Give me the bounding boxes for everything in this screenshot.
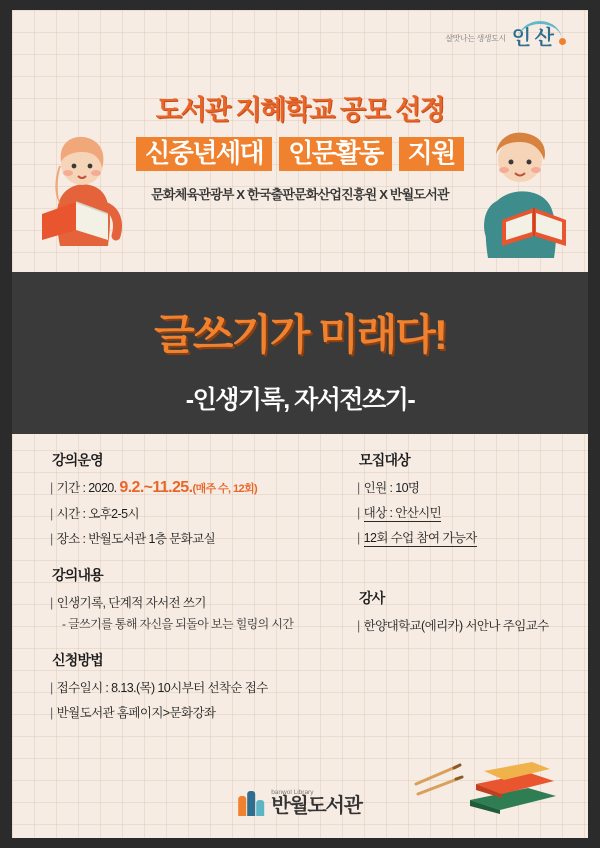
bullet-bar: | xyxy=(357,481,360,495)
city-brand-logo xyxy=(445,28,566,48)
section-content-title: 강의내용 xyxy=(50,565,105,586)
operation-place-row: | 장소 : 반월도서관 1층 문화교실 xyxy=(50,532,216,546)
section-lecturer xyxy=(357,588,587,634)
content-row: | 인생기록, 단계적 자서전 쓰기 xyxy=(50,596,206,610)
section-content xyxy=(50,565,350,632)
city-slogan: 살맛나는 생생도시 xyxy=(445,34,506,43)
bullet-bar: | xyxy=(357,506,360,520)
headline-tag-3: 지원 xyxy=(399,137,464,171)
target-audience-row: | 대상 : 안산시민 xyxy=(357,506,442,520)
section-apply xyxy=(50,650,350,721)
library-name: banwol Library 반월도서관 xyxy=(271,788,362,817)
bullet-bar: | xyxy=(357,619,360,633)
bullet-bar: | xyxy=(357,531,360,545)
headline-block xyxy=(12,88,588,203)
city-brand-name: 인 산 xyxy=(512,28,553,48)
info-right-column xyxy=(357,450,587,652)
info-left-column xyxy=(50,450,350,739)
organizers-line: 문화체육관광부 X 한국출판문화산업진흥원 X 반월도서관 xyxy=(151,187,449,202)
headline-tag-1: 신중년세대 xyxy=(136,137,272,171)
poster-sheet xyxy=(12,10,588,838)
bullet-bar: | xyxy=(50,681,53,695)
library-bars-logo xyxy=(238,790,264,816)
headline-tag-2: 인문활동 xyxy=(279,137,391,171)
lecturer-row: | 한양대학교(에리카) 서안나 주임교수 xyxy=(357,619,549,633)
apply-date-row: | 접수일시 : 8.13.(목) 10시부터 선착순 접수 xyxy=(50,681,268,695)
section-target-title: 모집대상 xyxy=(357,450,412,471)
stacked-books-illustration xyxy=(410,744,560,814)
main-title: 글쓰기가 미래다! xyxy=(154,311,446,358)
info-area xyxy=(12,450,588,780)
section-operation xyxy=(50,450,350,547)
library-footer-logo xyxy=(238,790,362,817)
headline-tags xyxy=(12,137,588,171)
operation-period-row: | 기간 : 2020. 9.2.~11.25.(매주 수, 12회) xyxy=(50,479,258,496)
library-name-eng: banwol Library xyxy=(271,788,314,796)
main-subtitle: -인생기록, 자서전쓰기- xyxy=(185,386,415,414)
bullet-bar: | xyxy=(50,532,53,546)
bullet-bar: | xyxy=(50,481,53,495)
bullet-bar: | xyxy=(50,596,53,610)
headline-primary: 도서관 지혜학교 공모 선정 xyxy=(155,95,445,125)
content-sub-row: - 글쓰기를 통해 자신을 되돌아 보는 힐링의 시간 xyxy=(62,617,294,631)
section-target xyxy=(357,450,587,546)
section-operation-title: 강의운영 xyxy=(50,450,105,471)
target-requirement-row: | 12회 수업 참여 가능자 xyxy=(357,531,477,545)
bullet-bar: | xyxy=(50,507,53,521)
section-apply-title: 신청방법 xyxy=(50,650,105,671)
apply-channel-row: | 반월도서관 홈페이지>문화강좌 xyxy=(50,706,216,720)
main-title-band xyxy=(12,272,588,434)
operation-time-row: | 시간 : 오후2-5시 xyxy=(50,507,139,521)
target-count-row: | 인원 : 10명 xyxy=(357,481,420,495)
bullet-bar: | xyxy=(50,706,53,720)
swoosh-icon xyxy=(518,21,562,40)
section-lecturer-title: 강사 xyxy=(357,588,386,609)
